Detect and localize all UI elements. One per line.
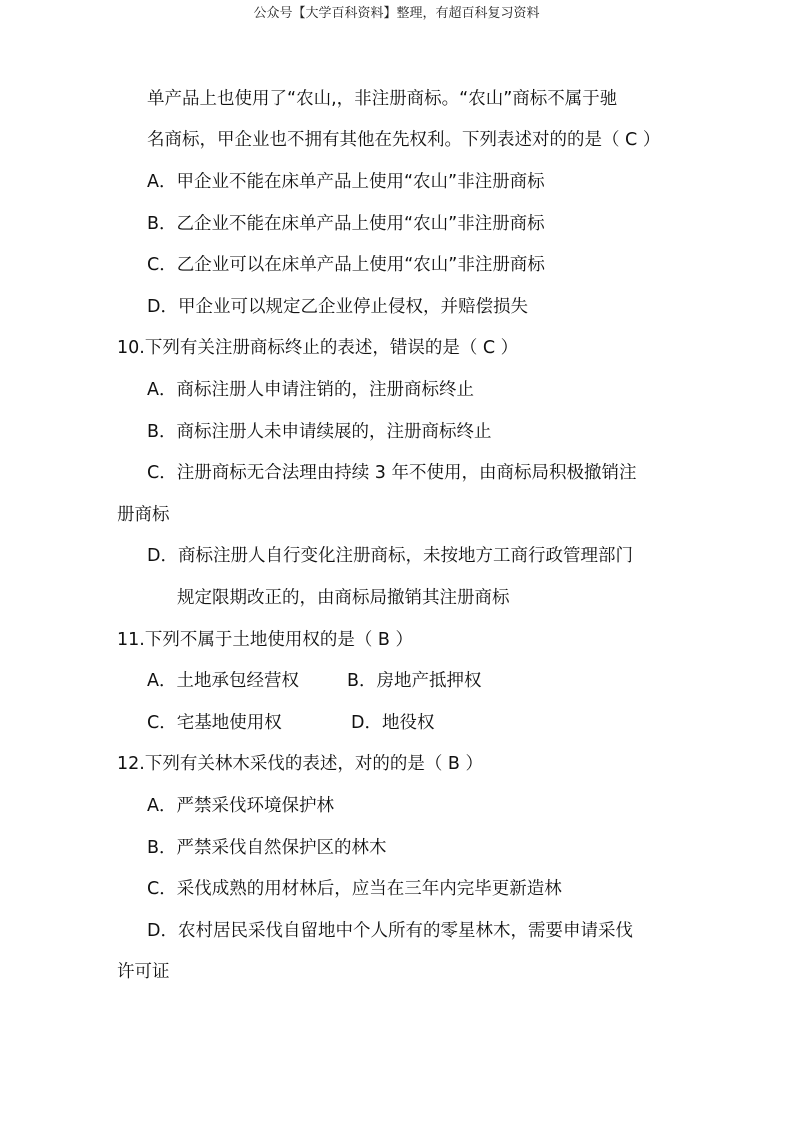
option-a: A．甲企业不能在床单产品上使用“农山”非注册商标: [147, 172, 545, 192]
question-10-option-c: C．注册商标无合法理由持续 3 年不使用，由商标局积极撤销注: [147, 463, 637, 483]
option-b: B．乙企业不能在床单产品上使用“农山”非注册商标: [147, 214, 545, 234]
question-11-option-b: B．房地产抵押权: [347, 671, 482, 691]
question-11-option-c: C．宅基地使用权: [147, 713, 282, 733]
question-continuation-line: 单产品上也使用了“农山,，非注册商标。“农山”商标不属于驰: [147, 89, 618, 109]
question-12-option-d: D．农村居民采伐自留地中个人所有的零星林木，需要申请采伐: [147, 921, 633, 941]
question-12: 12.下列有关林木采伐的表述，对的的是（ B ）: [117, 754, 483, 774]
page-header: 公众号【大学百科资料】整理，有超百科复习资料: [253, 6, 540, 21]
question-12-option-a: A．严禁采伐环境保护林: [147, 796, 334, 816]
question-12-option-c: C．采伐成熟的用材林后，应当在三年内完毕更新造林: [147, 879, 562, 899]
question-10: 10.下列有关注册商标终止的表述，错误的是（ C ）: [117, 338, 519, 358]
question-10-option-a: A．商标注册人申请注销的，注册商标终止: [147, 380, 474, 400]
question-10-option-d: D．商标注册人自行变化注册商标，未按地方工商行政管理部门: [147, 546, 633, 566]
option-c: C．乙企业可以在床单产品上使用“农山”非注册商标: [147, 255, 545, 275]
question-10-option-d-continued: 规定限期改正的，由商标局撤销其注册商标: [177, 588, 510, 608]
question-11-option-a: A．土地承包经营权: [147, 671, 299, 691]
option-d: D．甲企业可以规定乙企业停止侵权，并赔偿损失: [147, 297, 528, 317]
question-12-option-b: B．严禁采伐自然保护区的林木: [147, 838, 387, 858]
question-continuation-line: 名商标，甲企业也不拥有其他在先权利。下列表述对的的是（ C ）: [147, 130, 661, 150]
question-10-option-c-continued: 册商标: [117, 505, 170, 525]
question-11-option-d: D．地役权: [351, 713, 435, 733]
question-10-option-b: B．商标注册人未申请续展的，注册商标终止: [147, 422, 492, 442]
question-12-option-d-continued: 许可证: [117, 962, 170, 982]
question-11: 11.下列不属于土地使用权的是（ B ）: [117, 630, 413, 650]
